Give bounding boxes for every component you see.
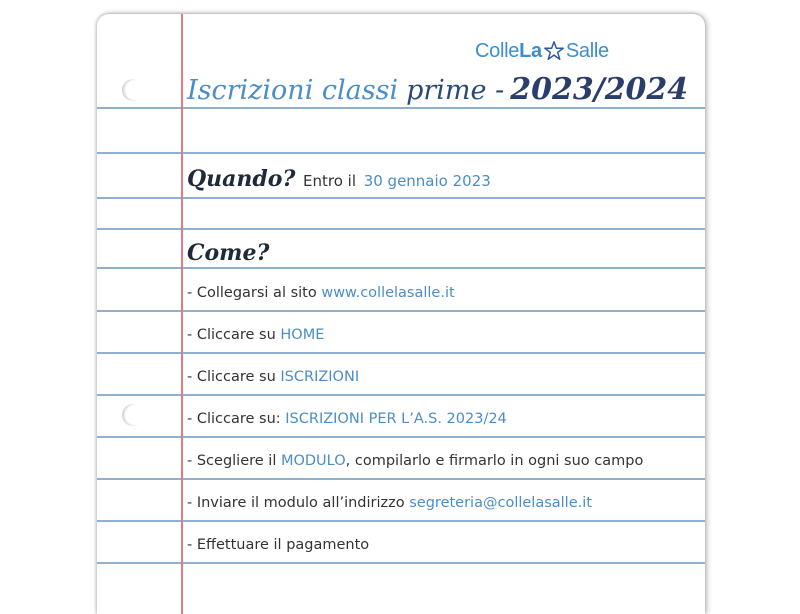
step-text: - Inviare il modulo all’indirizzo	[187, 495, 405, 511]
ruled-line	[97, 436, 705, 438]
step-text: - Cliccare su	[187, 327, 276, 343]
margin-line	[181, 14, 183, 614]
come-heading: Come?	[187, 240, 270, 266]
ruled-line	[97, 310, 705, 312]
star-icon	[543, 40, 565, 62]
step-email-link[interactable]: segreteria@collelasalle.it	[409, 495, 592, 511]
step-item	[187, 285, 455, 301]
step-text: - Collegarsi al sito	[187, 285, 317, 301]
step-highlight: ISCRIZIONI PER L’A.S. 2023/24	[285, 411, 507, 427]
quando-text: Entro il	[303, 172, 357, 190]
step-text: - Scegliere il	[187, 453, 277, 469]
step-text: - Cliccare su:	[187, 411, 281, 427]
ruled-line	[97, 228, 705, 230]
step-highlight-link[interactable]: www.collelasalle.it	[321, 285, 455, 301]
logo-text-salle: Salle	[565, 39, 609, 62]
step-item	[187, 537, 369, 553]
logo-text-la: La	[519, 39, 542, 62]
title-part-1: Iscrizioni classi	[187, 75, 399, 106]
page-title	[187, 72, 688, 116]
logo-text-colle: Colle	[475, 39, 520, 62]
ruled-line	[97, 352, 705, 354]
step-item	[187, 369, 359, 385]
step-highlight: MODULO	[280, 453, 346, 469]
ruled-line	[97, 478, 705, 480]
step-item	[187, 327, 324, 343]
punch-hole	[122, 79, 144, 101]
ruled-line	[97, 562, 705, 564]
step-text: - Effettuare il pagamento	[187, 537, 370, 553]
step-item	[187, 495, 592, 511]
ruled-line	[97, 267, 705, 269]
step-item	[187, 453, 643, 469]
notebook-page	[97, 14, 705, 614]
step-highlight: HOME	[280, 327, 325, 343]
logo	[475, 36, 609, 66]
step-highlight: ISCRIZIONI	[280, 369, 360, 385]
step-item	[187, 411, 507, 427]
ruled-line	[97, 394, 705, 396]
title-year: 2023/2024	[510, 72, 689, 107]
quando-section	[187, 166, 491, 192]
quando-heading: Quando?	[187, 166, 296, 192]
ruled-line	[97, 152, 705, 154]
punch-hole	[122, 404, 144, 426]
step-after-text: , compilarlo e firmarlo in ogni suo campo	[345, 453, 644, 469]
title-part-2: prime -	[406, 75, 505, 106]
quando-date: 30 gennaio 2023	[363, 172, 491, 190]
step-text: - Cliccare su	[187, 369, 276, 385]
ruled-line	[97, 197, 705, 199]
ruled-line	[97, 520, 705, 522]
